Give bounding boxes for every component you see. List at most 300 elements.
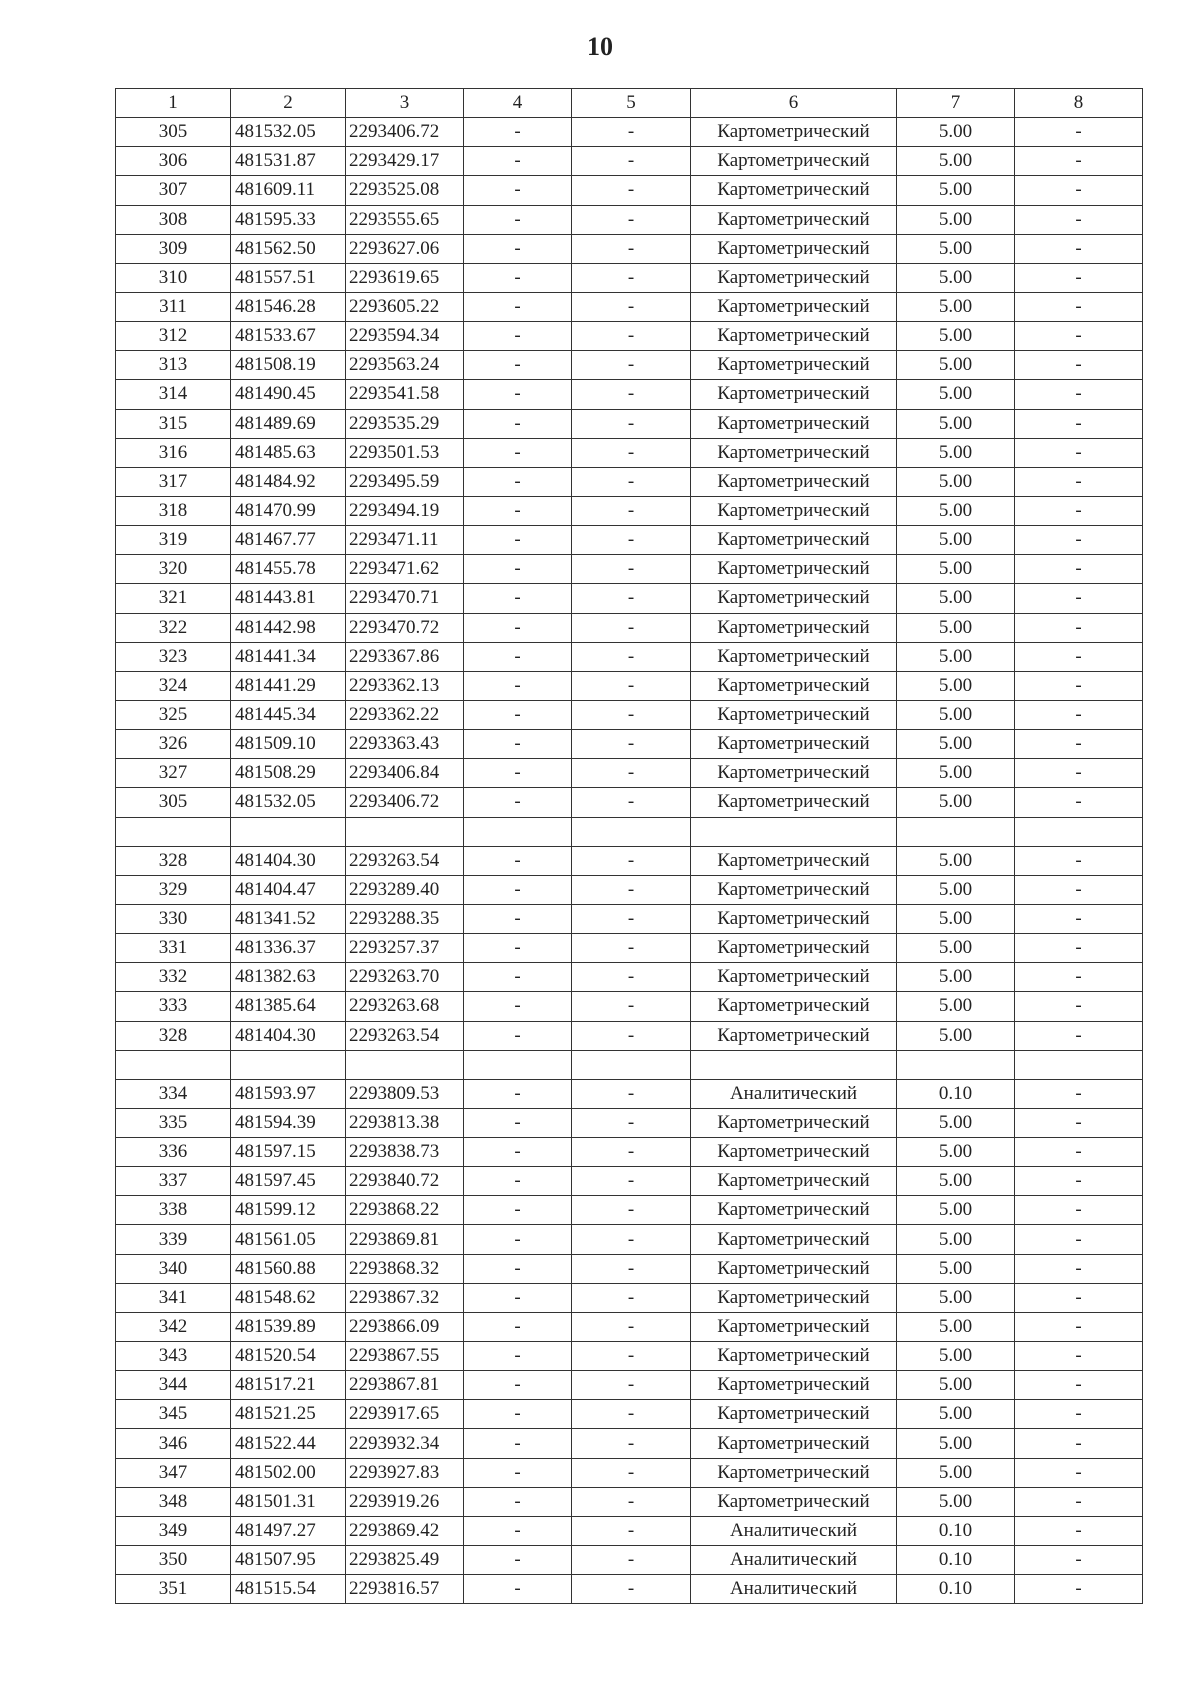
cell-accuracy: 5.00 (897, 613, 1015, 642)
cell-method: Картометрический (691, 1400, 897, 1429)
cell-col-8: - (1015, 234, 1143, 263)
cell-point-number: 319 (116, 526, 231, 555)
cell-accuracy: 5.00 (897, 409, 1015, 438)
cell-col-8: - (1015, 322, 1143, 351)
cell-col-8: - (1015, 963, 1143, 992)
cell-point-number: 328 (116, 846, 231, 875)
cell-y-coordinate: 2293363.43 (346, 730, 464, 759)
cell-col-4: - (464, 380, 572, 409)
cell-point-number: 340 (116, 1254, 231, 1283)
cell-x-coordinate: 481508.19 (231, 351, 346, 380)
cell-col-5: - (572, 322, 691, 351)
cell-col-8: - (1015, 467, 1143, 496)
cell-method: Картометрический (691, 730, 897, 759)
cell-col-4: - (464, 1079, 572, 1108)
cell-x-coordinate: 481341.52 (231, 904, 346, 933)
cell-y-coordinate: 2293838.73 (346, 1138, 464, 1167)
cell-col-4: - (464, 322, 572, 351)
table-row (116, 1429, 1143, 1458)
cell-point-number: 327 (116, 759, 231, 788)
cell-col-5: - (572, 1546, 691, 1575)
cell-method: Картометрический (691, 1371, 897, 1400)
cell-col-4 (464, 1050, 572, 1079)
cell-method: Картометрический (691, 963, 897, 992)
cell-accuracy (897, 817, 1015, 846)
cell-y-coordinate: 2293470.72 (346, 613, 464, 642)
cell-accuracy: 5.00 (897, 147, 1015, 176)
cell-x-coordinate: 481489.69 (231, 409, 346, 438)
cell-method: Картометрический (691, 526, 897, 555)
cell-accuracy: 5.00 (897, 351, 1015, 380)
cell-x-coordinate: 481532.05 (231, 118, 346, 147)
cell-method: Картометрический (691, 205, 897, 234)
cell-accuracy: 5.00 (897, 1283, 1015, 1312)
cell-accuracy: 5.00 (897, 846, 1015, 875)
table-row (116, 1254, 1143, 1283)
cell-accuracy: 5.00 (897, 1254, 1015, 1283)
cell-point-number (116, 817, 231, 846)
cell-col-5: - (572, 118, 691, 147)
cell-point-number: 351 (116, 1575, 231, 1604)
cell-col-8: - (1015, 730, 1143, 759)
cell-point-number: 306 (116, 147, 231, 176)
cell-x-coordinate: 481520.54 (231, 1342, 346, 1371)
cell-point-number: 325 (116, 700, 231, 729)
cell-y-coordinate: 2293471.11 (346, 526, 464, 555)
table-row (116, 1312, 1143, 1341)
cell-point-number: 314 (116, 380, 231, 409)
cell-y-coordinate: 2293619.65 (346, 263, 464, 292)
cell-method: Картометрический (691, 846, 897, 875)
cell-col-5: - (572, 846, 691, 875)
cell-col-5: - (572, 1575, 691, 1604)
cell-col-4: - (464, 176, 572, 205)
table-row (116, 322, 1143, 351)
cell-point-number: 305 (116, 118, 231, 147)
column-header-6: 6 (691, 89, 897, 118)
table-row (116, 1487, 1143, 1516)
cell-col-4: - (464, 409, 572, 438)
cell-point-number: 313 (116, 351, 231, 380)
cell-col-4: - (464, 1516, 572, 1545)
cell-y-coordinate: 2293288.35 (346, 904, 464, 933)
cell-col-4: - (464, 1196, 572, 1225)
cell-point-number: 350 (116, 1546, 231, 1575)
cell-method: Картометрический (691, 1196, 897, 1225)
page-number: 10 (587, 32, 613, 61)
cell-accuracy (897, 1050, 1015, 1079)
cell-col-8: - (1015, 205, 1143, 234)
cell-col-8: - (1015, 700, 1143, 729)
cell-point-number: 326 (116, 730, 231, 759)
cell-y-coordinate: 2293919.26 (346, 1487, 464, 1516)
cell-accuracy: 5.00 (897, 1400, 1015, 1429)
cell-x-coordinate: 481485.63 (231, 438, 346, 467)
cell-point-number: 349 (116, 1516, 231, 1545)
cell-col-4: - (464, 846, 572, 875)
cell-method: Картометрический (691, 555, 897, 584)
cell-x-coordinate: 481490.45 (231, 380, 346, 409)
cell-accuracy: 5.00 (897, 642, 1015, 671)
column-header-3: 3 (346, 89, 464, 118)
cell-col-4: - (464, 1283, 572, 1312)
cell-accuracy: 5.00 (897, 1108, 1015, 1137)
cell-method: Картометрический (691, 351, 897, 380)
table-row (116, 409, 1143, 438)
cell-method: Картометрический (691, 409, 897, 438)
cell-method: Картометрический (691, 467, 897, 496)
cell-y-coordinate: 2293627.06 (346, 234, 464, 263)
table-row (116, 526, 1143, 555)
cell-y-coordinate: 2293868.22 (346, 1196, 464, 1225)
cell-point-number: 311 (116, 292, 231, 321)
table-row (116, 147, 1143, 176)
cell-col-5: - (572, 409, 691, 438)
cell-point-number: 335 (116, 1108, 231, 1137)
cell-y-coordinate: 2293470.71 (346, 584, 464, 613)
cell-y-coordinate: 2293406.72 (346, 118, 464, 147)
cell-method: Картометрический (691, 1429, 897, 1458)
cell-x-coordinate: 481445.34 (231, 700, 346, 729)
cell-accuracy: 5.00 (897, 555, 1015, 584)
cell-x-coordinate: 481470.99 (231, 496, 346, 525)
cell-col-8: - (1015, 875, 1143, 904)
cell-accuracy: 5.00 (897, 1458, 1015, 1487)
cell-col-4: - (464, 1458, 572, 1487)
table-row (116, 788, 1143, 817)
column-header-5: 5 (572, 89, 691, 118)
table-row (116, 1167, 1143, 1196)
cell-col-5: - (572, 555, 691, 584)
cell-accuracy: 5.00 (897, 934, 1015, 963)
cell-x-coordinate: 481562.50 (231, 234, 346, 263)
cell-col-4: - (464, 788, 572, 817)
cell-y-coordinate: 2293535.29 (346, 409, 464, 438)
cell-accuracy: 5.00 (897, 700, 1015, 729)
cell-col-5: - (572, 263, 691, 292)
cell-point-number: 348 (116, 1487, 231, 1516)
cell-col-8: - (1015, 671, 1143, 700)
cell-y-coordinate: 2293495.59 (346, 467, 464, 496)
cell-x-coordinate: 481441.34 (231, 642, 346, 671)
cell-col-5: - (572, 788, 691, 817)
cell-col-5: - (572, 526, 691, 555)
cell-method: Картометрический (691, 1283, 897, 1312)
table-row (116, 904, 1143, 933)
cell-y-coordinate: 2293362.22 (346, 700, 464, 729)
cell-point-number: 332 (116, 963, 231, 992)
cell-method: Картометрический (691, 1021, 897, 1050)
column-header-1: 1 (116, 89, 231, 118)
table-row (116, 992, 1143, 1021)
cell-col-8: - (1015, 788, 1143, 817)
cell-x-coordinate: 481594.39 (231, 1108, 346, 1137)
cell-y-coordinate: 2293263.54 (346, 1021, 464, 1050)
cell-method: Картометрический (691, 496, 897, 525)
cell-x-coordinate: 481441.29 (231, 671, 346, 700)
cell-col-8: - (1015, 438, 1143, 467)
cell-col-4: - (464, 963, 572, 992)
cell-y-coordinate: 2293927.83 (346, 1458, 464, 1487)
cell-col-4: - (464, 496, 572, 525)
cell-method: Аналитический (691, 1575, 897, 1604)
cell-col-8: - (1015, 613, 1143, 642)
cell-x-coordinate: 481507.95 (231, 1546, 346, 1575)
cell-point-number: 329 (116, 875, 231, 904)
cell-point-number: 310 (116, 263, 231, 292)
cell-method: Картометрический (691, 322, 897, 351)
cell-y-coordinate: 2293605.22 (346, 292, 464, 321)
cell-accuracy: 5.00 (897, 118, 1015, 147)
cell-method: Картометрический (691, 788, 897, 817)
cell-point-number: 338 (116, 1196, 231, 1225)
cell-x-coordinate: 481382.63 (231, 963, 346, 992)
cell-method: Аналитический (691, 1079, 897, 1108)
cell-col-5: - (572, 1079, 691, 1108)
cell-point-number: 343 (116, 1342, 231, 1371)
cell-col-4: - (464, 875, 572, 904)
table-row (116, 1575, 1143, 1604)
cell-col-5: - (572, 1429, 691, 1458)
cell-x-coordinate: 481595.33 (231, 205, 346, 234)
cell-y-coordinate: 2293825.49 (346, 1546, 464, 1575)
cell-col-4: - (464, 1429, 572, 1458)
cell-y-coordinate: 2293867.81 (346, 1371, 464, 1400)
cell-col-4: - (464, 1400, 572, 1429)
cell-col-8: - (1015, 759, 1143, 788)
cell-accuracy: 5.00 (897, 875, 1015, 904)
cell-method: Картометрический (691, 759, 897, 788)
cell-col-8 (1015, 817, 1143, 846)
cell-col-8: - (1015, 263, 1143, 292)
cell-y-coordinate: 2293406.72 (346, 788, 464, 817)
cell-method: Картометрический (691, 1342, 897, 1371)
cell-accuracy: 5.00 (897, 759, 1015, 788)
cell-col-5 (572, 817, 691, 846)
cell-point-number: 309 (116, 234, 231, 263)
cell-y-coordinate: 2293362.13 (346, 671, 464, 700)
cell-method: Картометрический (691, 642, 897, 671)
cell-col-5: - (572, 147, 691, 176)
cell-col-5: - (572, 1458, 691, 1487)
cell-point-number: 315 (116, 409, 231, 438)
cell-col-4: - (464, 263, 572, 292)
cell-col-5: - (572, 292, 691, 321)
column-header-4: 4 (464, 89, 572, 118)
cell-x-coordinate: 481404.30 (231, 846, 346, 875)
cell-col-4: - (464, 934, 572, 963)
cell-y-coordinate: 2293263.54 (346, 846, 464, 875)
cell-col-8: - (1015, 904, 1143, 933)
cell-accuracy: 5.00 (897, 234, 1015, 263)
cell-accuracy: 5.00 (897, 467, 1015, 496)
cell-col-5: - (572, 671, 691, 700)
cell-accuracy: 5.00 (897, 963, 1015, 992)
cell-col-8: - (1015, 1487, 1143, 1516)
cell-col-8: - (1015, 176, 1143, 205)
cell-col-8: - (1015, 642, 1143, 671)
table-row (116, 846, 1143, 875)
cell-col-8: - (1015, 1516, 1143, 1545)
cell-x-coordinate: 481442.98 (231, 613, 346, 642)
cell-y-coordinate: 2293866.09 (346, 1312, 464, 1341)
cell-col-8: - (1015, 992, 1143, 1021)
table-row (116, 555, 1143, 584)
table-row (116, 1458, 1143, 1487)
cell-accuracy: 0.10 (897, 1516, 1015, 1545)
cell-y-coordinate: 2293813.38 (346, 1108, 464, 1137)
table-row (116, 380, 1143, 409)
cell-method: Картометрический (691, 1487, 897, 1516)
cell-col-8: - (1015, 1254, 1143, 1283)
cell-point-number: 320 (116, 555, 231, 584)
cell-col-5: - (572, 875, 691, 904)
cell-method: Картометрический (691, 176, 897, 205)
table-row (116, 176, 1143, 205)
cell-accuracy: 5.00 (897, 1371, 1015, 1400)
cell-accuracy: 5.00 (897, 526, 1015, 555)
cell-col-4: - (464, 700, 572, 729)
cell-x-coordinate: 481508.29 (231, 759, 346, 788)
cell-col-8: - (1015, 1342, 1143, 1371)
cell-col-5: - (572, 1371, 691, 1400)
cell-col-5: - (572, 730, 691, 759)
cell-point-number: 336 (116, 1138, 231, 1167)
cell-accuracy: 5.00 (897, 671, 1015, 700)
cell-x-coordinate: 481501.31 (231, 1487, 346, 1516)
cell-y-coordinate: 2293563.24 (346, 351, 464, 380)
cell-accuracy: 5.00 (897, 992, 1015, 1021)
cell-x-coordinate: 481597.15 (231, 1138, 346, 1167)
cell-col-8: - (1015, 496, 1143, 525)
cell-col-8: - (1015, 1138, 1143, 1167)
cell-accuracy: 5.00 (897, 1167, 1015, 1196)
cell-point-number: 345 (116, 1400, 231, 1429)
cell-point-number: 312 (116, 322, 231, 351)
cell-col-5: - (572, 496, 691, 525)
cell-col-4: - (464, 759, 572, 788)
cell-col-5: - (572, 1108, 691, 1137)
cell-accuracy: 5.00 (897, 788, 1015, 817)
cell-col-4: - (464, 584, 572, 613)
cell-col-8: - (1015, 1108, 1143, 1137)
cell-accuracy: 5.00 (897, 1021, 1015, 1050)
cell-method: Картометрический (691, 118, 897, 147)
cell-y-coordinate: 2293867.32 (346, 1283, 464, 1312)
table-row (116, 1283, 1143, 1312)
cell-col-8: - (1015, 147, 1143, 176)
cell-col-8: - (1015, 1575, 1143, 1604)
cell-method: Картометрический (691, 700, 897, 729)
cell-col-8 (1015, 1050, 1143, 1079)
cell-point-number: 307 (116, 176, 231, 205)
cell-col-5: - (572, 904, 691, 933)
cell-col-4: - (464, 438, 572, 467)
cell-x-coordinate: 481522.44 (231, 1429, 346, 1458)
cell-accuracy: 5.00 (897, 322, 1015, 351)
cell-y-coordinate: 2293840.72 (346, 1167, 464, 1196)
cell-x-coordinate: 481609.11 (231, 176, 346, 205)
cell-col-8: - (1015, 1283, 1143, 1312)
table-row (116, 700, 1143, 729)
cell-x-coordinate: 481560.88 (231, 1254, 346, 1283)
cell-x-coordinate: 481521.25 (231, 1400, 346, 1429)
cell-col-8: - (1015, 555, 1143, 584)
cell-col-5: - (572, 1167, 691, 1196)
cell-accuracy: 5.00 (897, 380, 1015, 409)
cell-accuracy: 5.00 (897, 263, 1015, 292)
cell-point-number: 337 (116, 1167, 231, 1196)
cell-point-number: 322 (116, 613, 231, 642)
table-row (116, 263, 1143, 292)
cell-col-8: - (1015, 1021, 1143, 1050)
cell-y-coordinate (346, 817, 464, 846)
table-row (116, 875, 1143, 904)
cell-method: Картометрический (691, 1458, 897, 1487)
cell-y-coordinate: 2293429.17 (346, 147, 464, 176)
cell-accuracy: 5.00 (897, 176, 1015, 205)
column-header-7: 7 (897, 89, 1015, 118)
cell-point-number: 330 (116, 904, 231, 933)
cell-method: Картометрический (691, 292, 897, 321)
cell-point-number: 339 (116, 1225, 231, 1254)
table-row (116, 613, 1143, 642)
table-row (116, 118, 1143, 147)
cell-col-4: - (464, 1546, 572, 1575)
cell-col-4: - (464, 118, 572, 147)
cell-col-4: - (464, 1108, 572, 1137)
cell-accuracy: 0.10 (897, 1575, 1015, 1604)
cell-col-4: - (464, 1342, 572, 1371)
cell-y-coordinate: 2293917.65 (346, 1400, 464, 1429)
cell-accuracy: 5.00 (897, 1487, 1015, 1516)
cell-point-number: 316 (116, 438, 231, 467)
cell-point-number: 346 (116, 1429, 231, 1458)
cell-col-8: - (1015, 846, 1143, 875)
cell-col-8: - (1015, 584, 1143, 613)
cell-col-4: - (464, 730, 572, 759)
cell-y-coordinate: 2293541.58 (346, 380, 464, 409)
table-row (116, 759, 1143, 788)
cell-x-coordinate: 481455.78 (231, 555, 346, 584)
cell-y-coordinate: 2293867.55 (346, 1342, 464, 1371)
cell-col-5: - (572, 1225, 691, 1254)
cell-col-5: - (572, 1254, 691, 1283)
cell-col-8: - (1015, 380, 1143, 409)
cell-accuracy: 0.10 (897, 1546, 1015, 1575)
cell-x-coordinate: 481532.05 (231, 788, 346, 817)
cell-col-8: - (1015, 1312, 1143, 1341)
table-row (116, 963, 1143, 992)
table-row (116, 1050, 1143, 1079)
cell-col-4: - (464, 555, 572, 584)
cell-point-number: 324 (116, 671, 231, 700)
cell-x-coordinate: 481484.92 (231, 467, 346, 496)
cell-method: Картометрический (691, 234, 897, 263)
cell-y-coordinate: 2293406.84 (346, 759, 464, 788)
table-row (116, 1225, 1143, 1254)
cell-y-coordinate: 2293471.62 (346, 555, 464, 584)
cell-y-coordinate: 2293263.70 (346, 963, 464, 992)
cell-accuracy: 5.00 (897, 1196, 1015, 1225)
cell-x-coordinate: 481467.77 (231, 526, 346, 555)
cell-y-coordinate: 2293555.65 (346, 205, 464, 234)
table-row (116, 496, 1143, 525)
cell-accuracy: 5.00 (897, 205, 1015, 234)
cell-method: Аналитический (691, 1546, 897, 1575)
cell-method: Картометрический (691, 875, 897, 904)
table-row (116, 934, 1143, 963)
